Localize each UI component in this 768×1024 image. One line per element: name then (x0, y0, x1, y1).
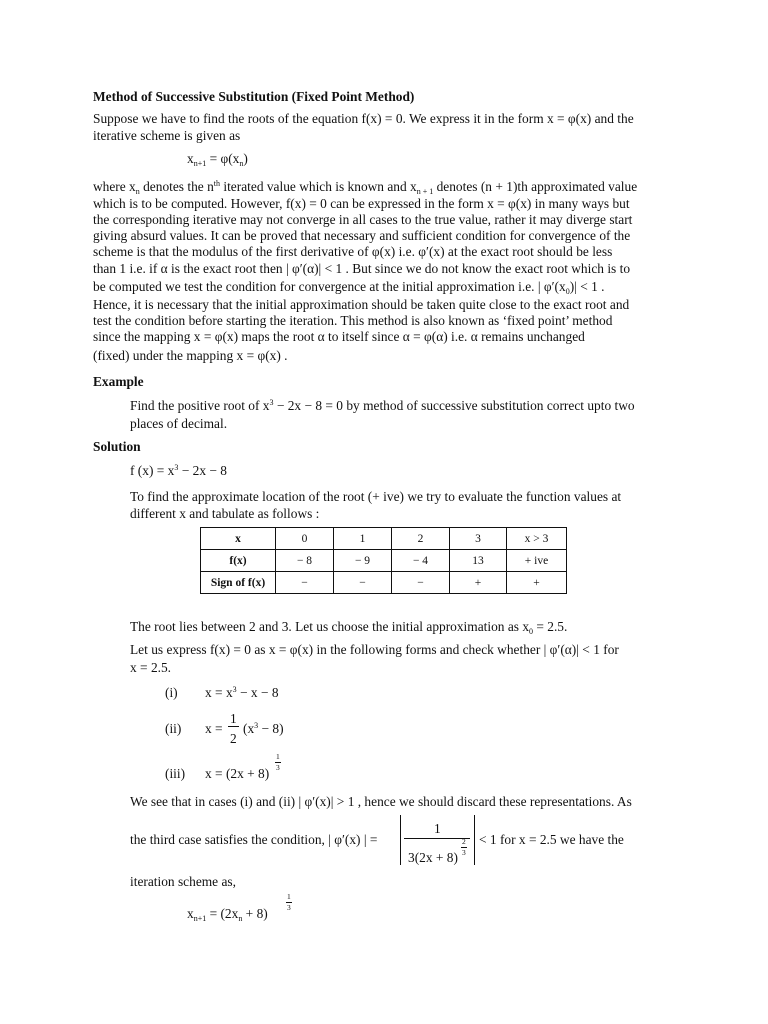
abs-bar-right (474, 815, 475, 865)
exponent-denominator: 3 (276, 763, 280, 772)
solution-text: To find the approximate location of the root (+ ive) we try to evaluate the function values at (130, 489, 622, 504)
explain-line: giving absurd values. It can be proved that necessary and sufficient condition for convergence of the (93, 228, 631, 243)
explain-line: test the condition before starting the iteration. This method is also known as ‘fixed point’ method (93, 313, 613, 328)
iteration-formula: $x_{n+1} = \varphi(x_n)$ (187, 151, 248, 168)
scheme-intro: iteration scheme as, (130, 874, 236, 889)
table-cell: + ive (507, 550, 567, 572)
solution-heading: Solution (93, 439, 141, 454)
fraction-bar (228, 726, 239, 727)
table-cell: − 8 (276, 550, 334, 572)
table-cell: − 9 (334, 550, 392, 572)
explain-line: than 1 i.e. if α is the exact root then | φ′(α)| < 1 . But since we do not know the exact root which is to (93, 261, 631, 276)
table-row (201, 528, 567, 550)
exponent-denominator: 3 (462, 848, 466, 857)
table-cell: − (392, 572, 450, 594)
form-label: (i) (165, 685, 178, 700)
form-label: (iii) (165, 766, 186, 781)
function-definition: f $(x) = x^3 - 2x - 8$ (130, 463, 227, 478)
form-label: (ii) (165, 721, 182, 736)
function-values-table (200, 527, 567, 594)
explain-line: scheme is that the modulus of the first derivative of φ(x) i.e. φ′(x) at the exact root should be less (93, 244, 613, 259)
fraction-bar (404, 838, 470, 839)
form-equation: $x = x^3 - x - 8$ (205, 685, 279, 700)
exponent-numerator: 1 (276, 752, 280, 761)
discard-text: We see that in cases (i) and (ii) | φ′(x)| > 1 , hence we should discard these representations. As (130, 794, 632, 809)
explain-line: the corresponding iterative may not converge in all cases to the true value, rather it may diverge start (93, 212, 633, 227)
express-text: x = 2.5. (130, 660, 172, 675)
explain-line: which is to be computed. However, f(x) = 0 can be expressed in the form x = φ(x) in many ways but (93, 196, 630, 211)
fraction-denominator: 3(2x + 8) (408, 850, 458, 865)
root-location-text: The root lies between 2 and 3. Let us choose the initial approximation as $x_0 = 2.5$. (130, 619, 568, 636)
fraction-numerator: 1 (434, 821, 441, 836)
table-row (201, 572, 567, 594)
table-cell: − 4 (392, 550, 450, 572)
express-text: Let us express f(x) = 0 as x = φ(x) in the following forms and check whether | φ′(α)| < 1 for (130, 642, 619, 657)
table-cell: 1 (334, 528, 392, 550)
iteration-scheme-formula: $x_{n+1} = (2x_n + 8)$ (187, 906, 268, 923)
table-cell: + (507, 572, 567, 594)
table-row (201, 550, 567, 572)
explain-line: since the mapping x = φ(x) maps the root α to itself since α = φ(α) i.e. α remains unchanged (93, 329, 585, 344)
exponent-numerator: 2 (462, 837, 466, 846)
condition-text: the third case satisfies the condition, | φ′(x) | = (130, 832, 378, 847)
table-cell: + (450, 572, 507, 594)
exponent-numerator: 1 (287, 892, 291, 901)
page-title: Method of Successive Substitution (Fixed Point Method) (93, 89, 415, 104)
form-equation: x = (2x + 8) (205, 766, 270, 781)
table-cell: 0 (276, 528, 334, 550)
example-task: Find the positive root of $x^3 - 2x - 8 = 0$ by method of successive substitution correct upto two (130, 398, 635, 413)
example-heading: Example (93, 374, 144, 389)
intro-line: Suppose we have to find the roots of the equation f(x) = 0. We express it in the form x = φ(x) and the (93, 111, 634, 126)
explain-line: Hence, it is necessary that the initial approximation should be taken quite close to the exact root and (93, 297, 630, 312)
explain-line: be computed we test the condition for convergence at the initial approximation i.e. | $\varphi'(x_0)| < 1$ . (93, 279, 605, 296)
table-header-cell: x (201, 528, 276, 550)
intro-line: iterative scheme is given as (93, 128, 241, 143)
table-cell: − (334, 572, 392, 594)
form-equation-rhs: $(x^3 - 8)$ (243, 721, 284, 736)
form-equation-lhs: x = (205, 721, 223, 736)
solution-text: different x and tabulate as follows : (130, 506, 320, 521)
example-task: places of decimal. (130, 416, 228, 431)
fraction-denominator: 2 (230, 731, 237, 746)
fraction-numerator: 1 (230, 711, 237, 726)
explain-line: where $x_n$ denotes the $n^{th}$ iterated value which is known and $x_{n + 1}$ denotes (n + 1)th approximated value (93, 179, 638, 196)
table-cell: 3 (450, 528, 507, 550)
table-header-cell: Sign of f(x) (201, 572, 276, 594)
table-cell: x > 3 (507, 528, 567, 550)
table-cell: − (276, 572, 334, 594)
table-cell: 2 (392, 528, 450, 550)
explain-line: (fixed) under the mapping x = φ(x) . (93, 348, 288, 363)
exponent-denominator: 3 (287, 903, 291, 912)
table-cell: 13 (450, 550, 507, 572)
condition-text: < 1 for x = 2.5 we have the (479, 832, 624, 847)
table-header-cell: f(x) (201, 550, 276, 572)
abs-bar-left (400, 815, 401, 865)
